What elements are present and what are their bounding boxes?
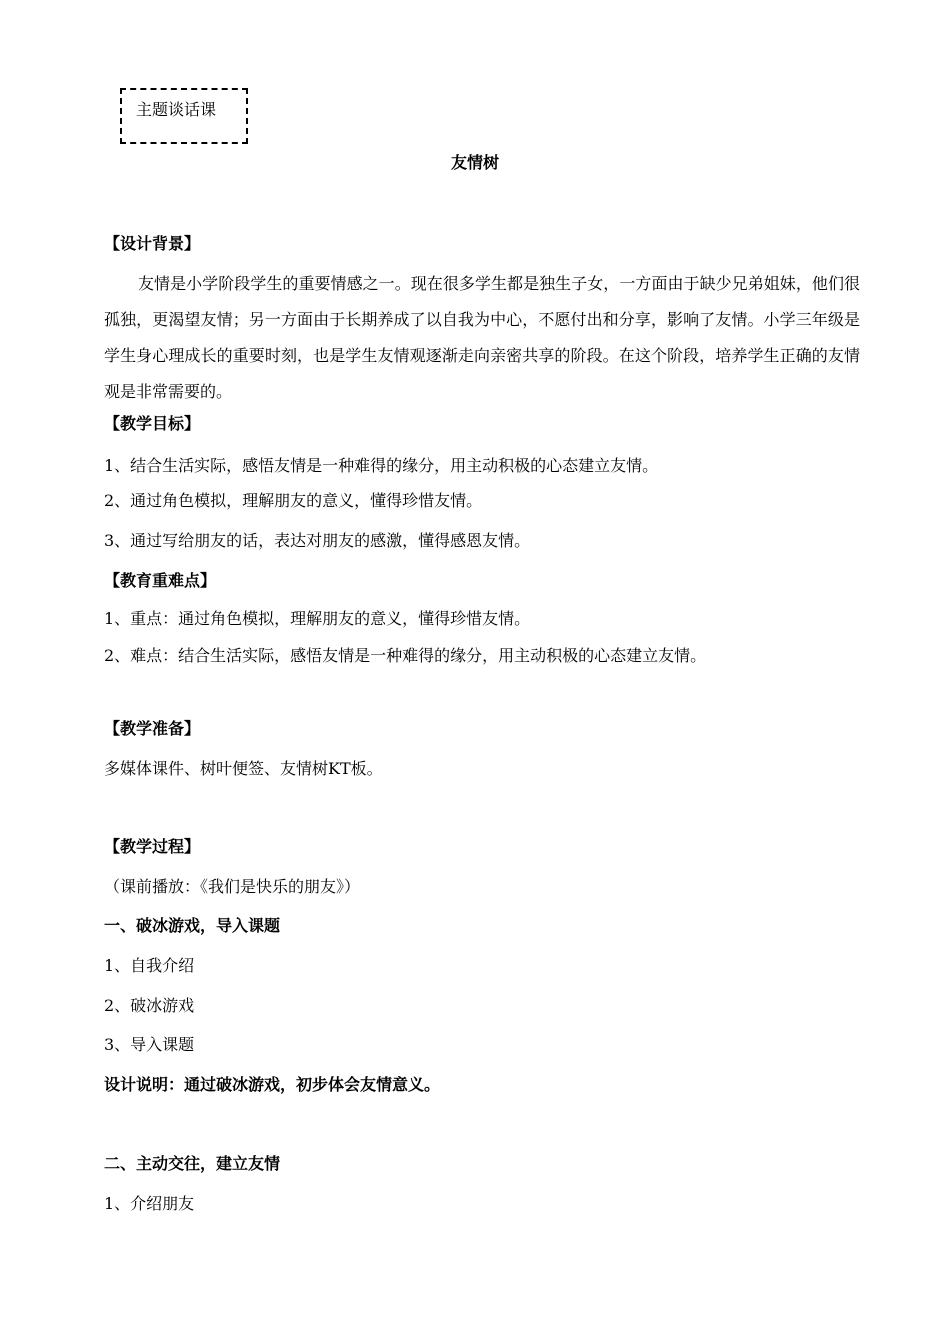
key-point-item: 2、难点：结合生活实际，感悟友情是一种难得的缘分，用主动积极的心态建立友情。 <box>104 646 707 665</box>
goal-item: 3、通过写给朋友的话，表达对朋友的感激，懂得感恩友情。 <box>104 531 531 550</box>
lesson-type-label: 主题谈话课 <box>136 100 217 119</box>
key-point-item: 1、重点：通过角色模拟，理解朋友的意义，懂得珍惜友情。 <box>104 609 531 628</box>
lesson-type-box <box>120 88 248 144</box>
process-heading: 【教学过程】 <box>104 837 201 856</box>
goal-item: 2、通过角色模拟，理解朋友的意义，懂得珍惜友情。 <box>104 491 483 510</box>
section1-item: 1、自我介绍 <box>104 956 195 975</box>
section2-item: 1、介绍朋友 <box>104 1194 195 1213</box>
section2-heading: 二、主动交往，建立友情 <box>104 1154 281 1173</box>
preparation-heading: 【教学准备】 <box>104 719 201 738</box>
goal-item: 1、结合生活实际，感悟友情是一种难得的缘分，用主动积极的心态建立友情。 <box>104 456 659 475</box>
background-heading: 【设计背景】 <box>104 234 201 253</box>
process-pre-note: （课前播放：《我们是快乐的朋友》） <box>104 877 361 896</box>
section1-item: 2、破冰游戏 <box>104 996 195 1015</box>
key-points-heading: 【教育重难点】 <box>104 571 217 590</box>
goals-heading: 【教学目标】 <box>104 414 201 433</box>
section1-item: 3、导入课题 <box>104 1035 195 1054</box>
document-title: 友情树 <box>450 153 499 172</box>
section1-heading: 一、破冰游戏，导入课题 <box>104 916 281 935</box>
section1-design-note: 设计说明：通过破冰游戏，初步体会友情意义。 <box>104 1075 441 1094</box>
preparation-text: 多媒体课件、树叶便签、友情树KT板。 <box>104 759 383 778</box>
background-paragraph: 友情是小学阶段学生的重要情感之一。现在很多学生都是独生子女，一方面由于缺少兄弟姐妹，他们很孤独，更渴望友情；另一方面由于长期养成了以自我为中心，不愿付出和分享，影响了友情。小学三年级是学生身心理成长的重要时刻，也是学生友情观逐渐走向亲密共享的阶段。在这个阶段，培养学生正确的友情观是非常需要的。 <box>104 274 860 401</box>
